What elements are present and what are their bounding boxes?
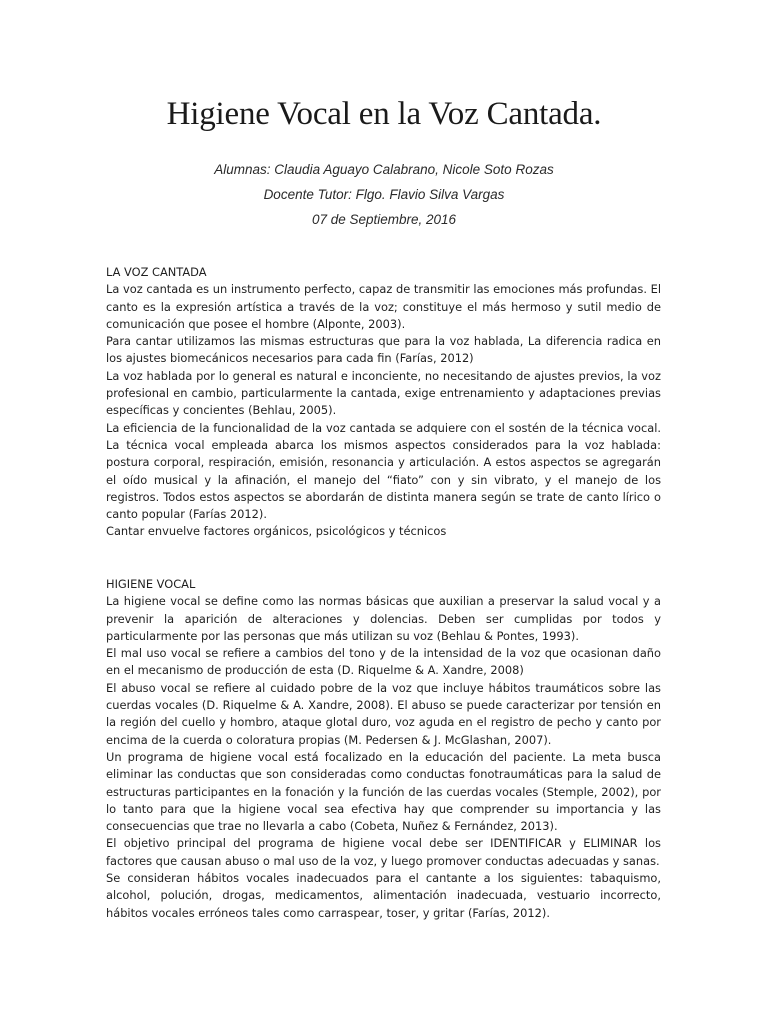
- paragraph: Un programa de higiene vocal está focalizado en la educación del paciente. La meta busca eliminar las conductas que son consideradas como conductas fonotraumáticas para la salud de estructuras participantes en la fonación y la función de las cuerdas vocales (Stemple, 2002), por lo tanto para que la higiene vocal sea efectiva hay que comprender su importancia y las consecuencias que trae no llevarla a cabo (Cobeta, Nuñez & Fernández, 2013).: [106, 749, 661, 834]
- section-heading: LA VOZ CANTADA: [106, 265, 207, 279]
- section-la-voz-cantada: [106, 264, 661, 541]
- paragraph: La higiene vocal se define como las normas básicas que auxilian a preservar la salud vocal y a prevenir la aparición de alteraciones y dolencias. Deben ser cumplidas por todos y particularmente por las personas que más utilizan su voz (Behlau & Pontes, 1993).: [106, 594, 661, 643]
- paragraph: Para cantar utilizamos las mismas estructuras que para la voz hablada, La diferencia radica en los ajustes biomecánicos necesarios para cada fin (Farías, 2012): [106, 334, 661, 366]
- paragraph: El abuso vocal se refiere al cuidado pobre de la voz que incluye hábitos traumáticos sobre las cuerdas vocales (D. Riquelme & A. Xandre, 2008). El abuso se puede caracterizar por tensión en la región del cuello y hombro, ataque glotal duro, voz aguda en el registro de pecho y canto por encima de la cuerda o coloratura propias (M. Pedersen & J. McGlashan, 2007).: [106, 680, 661, 747]
- section-heading: HIGIENE VOCAL: [106, 577, 196, 591]
- tutor-line: Docente Tutor: Flgo. Flavio Silva Vargas: [263, 187, 505, 202]
- section-higiene-vocal: [106, 576, 661, 922]
- paragraph: El mal uso vocal se refiere a cambios del tono y de la intensidad de la voz que ocasionan daño en el mecanismo de producción de esta (D. Riquelme & A. Xandre, 2008): [106, 646, 661, 678]
- paragraph: Cantar envuelve factores orgánicos, psicológicos y técnicos: [106, 524, 447, 539]
- document-title: Higiene Vocal en la Voz Cantada.: [166, 96, 602, 132]
- paragraph: El objetivo principal del programa de higiene vocal debe ser IDENTIFICAR y ELIMINAR los factores que causan abuso o mal uso de la voz, y luego promover conductas adecuadas y sanas.: [106, 836, 661, 868]
- paragraph: Se consideran hábitos vocales inadecuados para el cantante a los siguientes: tabaquismo, alcohol, polución, drogas, medicamentos, alimentación inadecuada, vestuario incorrecto, hábitos vocales erróneos tales como carraspear, toser, y gritar (Farías, 2012).: [106, 871, 661, 920]
- paragraph: La voz cantada es un instrumento perfecto, capaz de transmitir las emociones más profundas. El canto es la expresión artística a través de la voz; constituye el más hermoso y sutil medio de comunicación que posee el hombre (Alponte, 2003).: [106, 282, 661, 331]
- date-line: 07 de Septiembre, 2016: [311, 212, 457, 227]
- paragraph: La eficiencia de la funcionalidad de la voz cantada se adquiere con el sostén de la técnica vocal. La técnica vocal empleada abarca los mismos aspectos considerados para la voz hablada: postura corporal, respiración, emisión, resonancia y articulación. A estos aspectos se agregarán el oído musical y la afinación, el manejo del “fiato” con y sin vibrato, y el manejo de los registros. Todos estos aspectos se abordarán de distinta manera según se trate de canto lírico o canto popular (Farías 2012).: [106, 420, 661, 522]
- paragraph: La voz hablada por lo general es natural e inconciente, no necesitando de ajustes previos, la voz profesional en cambio, particularmente la cantada, exige entrenamiento y adaptaciones previas específicas y concientes (Behlau, 2005).: [106, 368, 661, 418]
- authors-line: Alumnas: Claudia Aguayo Calabrano, Nicole Soto Rozas: [214, 162, 554, 177]
